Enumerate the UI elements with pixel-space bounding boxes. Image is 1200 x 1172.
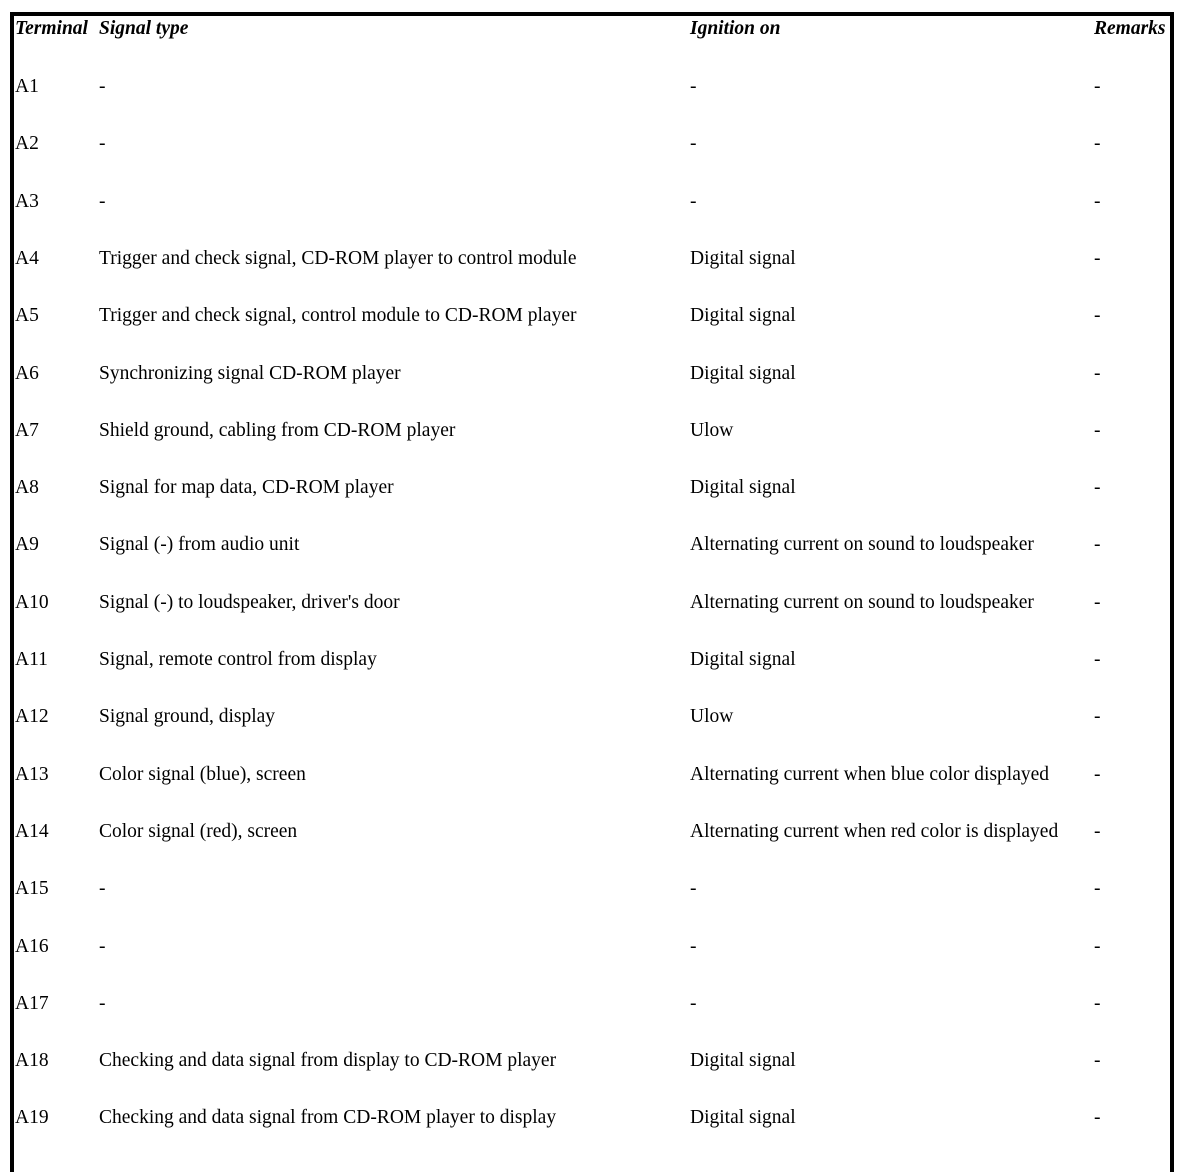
- cell-ignition-on: Ulow: [690, 419, 734, 441]
- cell-ignition-on: -: [690, 190, 697, 212]
- table-row: [15, 72, 1175, 102]
- cell-signal-type: Signal for map data, CD-ROM player: [99, 477, 394, 499]
- table-row: [15, 244, 1175, 274]
- table-header-row: [15, 14, 1175, 44]
- cell-remarks: -: [1094, 649, 1101, 670]
- cell-ignition-on: -: [690, 935, 697, 957]
- table-row: [15, 1046, 1175, 1076]
- cell-terminal: A14: [15, 820, 49, 842]
- cell-ignition-on: Digital signal: [690, 1050, 796, 1072]
- cell-ignition-on: Alternating current on sound to loudspeaker: [690, 591, 1034, 613]
- cell-ignition-on: -: [690, 76, 697, 97]
- cell-remarks: -: [1094, 763, 1101, 785]
- cell-signal-type: Signal, remote control from display: [99, 649, 377, 670]
- cell-signal-type: Color signal (blue), screen: [99, 763, 306, 785]
- cell-remarks: -: [1094, 477, 1101, 499]
- cell-remarks: -: [1094, 419, 1101, 441]
- cell-remarks: -: [1094, 1050, 1101, 1072]
- cell-ignition-on: Digital signal: [690, 362, 796, 384]
- table-row: [15, 473, 1175, 503]
- cell-remarks: -: [1094, 305, 1101, 327]
- cell-remarks: -: [1094, 935, 1101, 957]
- cell-terminal: A8: [15, 477, 39, 499]
- cell-terminal: A19: [15, 1107, 49, 1129]
- cell-remarks: -: [1094, 362, 1101, 384]
- cell-signal-type: -: [99, 992, 106, 1014]
- cell-signal-type: Color signal (red), screen: [99, 820, 298, 842]
- cell-terminal: A10: [15, 591, 49, 613]
- cell-signal-type: -: [99, 190, 106, 212]
- header-terminal: Terminal: [15, 18, 88, 39]
- cell-remarks: -: [1094, 706, 1101, 728]
- cell-ignition-on: -: [690, 878, 697, 900]
- cell-terminal: A15: [15, 878, 49, 900]
- table-row: [15, 817, 1175, 847]
- cell-terminal: A12: [15, 706, 49, 728]
- cell-remarks: -: [1094, 992, 1101, 1014]
- cell-terminal: A17: [15, 992, 49, 1014]
- table-row: [15, 932, 1175, 962]
- cell-remarks: -: [1094, 133, 1101, 155]
- cell-remarks: -: [1094, 534, 1101, 556]
- header-ignition-on: Ignition on: [690, 18, 781, 39]
- table-row: [15, 129, 1175, 159]
- cell-terminal: A11: [15, 649, 48, 670]
- header-remarks: Remarks: [1094, 18, 1166, 39]
- cell-ignition-on: Alternating current on sound to loudspeaker: [690, 534, 1034, 556]
- cell-terminal: A3: [15, 190, 39, 212]
- table-row: [15, 588, 1175, 618]
- table-row: [15, 874, 1175, 904]
- cell-ignition-on: Alternating current when blue color displayed: [690, 763, 1050, 785]
- cell-ignition-on: Alternating current when red color is displayed: [690, 820, 1059, 842]
- cell-remarks: -: [1094, 820, 1101, 842]
- cell-ignition-on: -: [690, 992, 697, 1014]
- table-row: [15, 1103, 1175, 1133]
- cell-signal-type: -: [99, 935, 106, 957]
- cell-remarks: -: [1094, 878, 1101, 900]
- cell-ignition-on: Digital signal: [690, 1107, 796, 1129]
- cell-signal-type: Trigger and check signal, control module to CD-ROM player: [99, 305, 577, 327]
- table-row: [15, 989, 1175, 1019]
- cell-signal-type: Synchronizing signal CD-ROM player: [99, 362, 401, 384]
- cell-terminal: A2: [15, 133, 39, 155]
- cell-signal-type: Signal (-) from audio unit: [99, 534, 300, 556]
- cell-remarks: -: [1094, 591, 1101, 613]
- cell-signal-type: Shield ground, cabling from CD-ROM player: [99, 419, 456, 441]
- cell-terminal: A16: [15, 935, 49, 957]
- cell-terminal: A6: [15, 362, 39, 384]
- cell-remarks: -: [1094, 247, 1101, 269]
- table-row: [15, 530, 1175, 560]
- cell-ignition-on: Digital signal: [690, 477, 796, 499]
- table-row: [15, 416, 1175, 446]
- cell-signal-type: Signal (-) to loudspeaker, driver's door: [99, 591, 400, 613]
- table-row: [15, 645, 1175, 675]
- cell-ignition-on: Digital signal: [690, 305, 796, 327]
- header-signal-type: Signal type: [99, 18, 189, 39]
- cell-terminal: A1: [15, 76, 39, 97]
- cell-terminal: A18: [15, 1050, 49, 1072]
- cell-signal-type: -: [99, 76, 106, 97]
- cell-signal-type: Checking and data signal from display to CD-ROM player: [99, 1050, 557, 1072]
- cell-ignition-on: Ulow: [690, 706, 734, 728]
- table-row: [15, 187, 1175, 217]
- cell-terminal: A13: [15, 763, 49, 785]
- cell-remarks: -: [1094, 190, 1101, 212]
- cell-signal-type: Signal ground, display: [99, 706, 276, 728]
- cell-terminal: A4: [15, 247, 39, 269]
- table-row: [15, 301, 1175, 331]
- cell-ignition-on: -: [690, 133, 697, 155]
- cell-signal-type: -: [99, 878, 106, 900]
- cell-terminal: A9: [15, 534, 39, 556]
- table-row: [15, 702, 1175, 732]
- cell-terminal: A7: [15, 419, 39, 441]
- cell-ignition-on: Digital signal: [690, 247, 796, 269]
- cell-ignition-on: Digital signal: [690, 649, 796, 670]
- table-row: [15, 760, 1175, 790]
- cell-remarks: -: [1094, 76, 1101, 97]
- table-row: [15, 359, 1175, 389]
- cell-signal-type: Trigger and check signal, CD-ROM player to control module: [99, 247, 577, 269]
- cell-remarks: -: [1094, 1107, 1101, 1129]
- cell-signal-type: -: [99, 133, 106, 155]
- cell-signal-type: Checking and data signal from CD-ROM player to display: [99, 1107, 557, 1129]
- cell-terminal: A5: [15, 305, 39, 327]
